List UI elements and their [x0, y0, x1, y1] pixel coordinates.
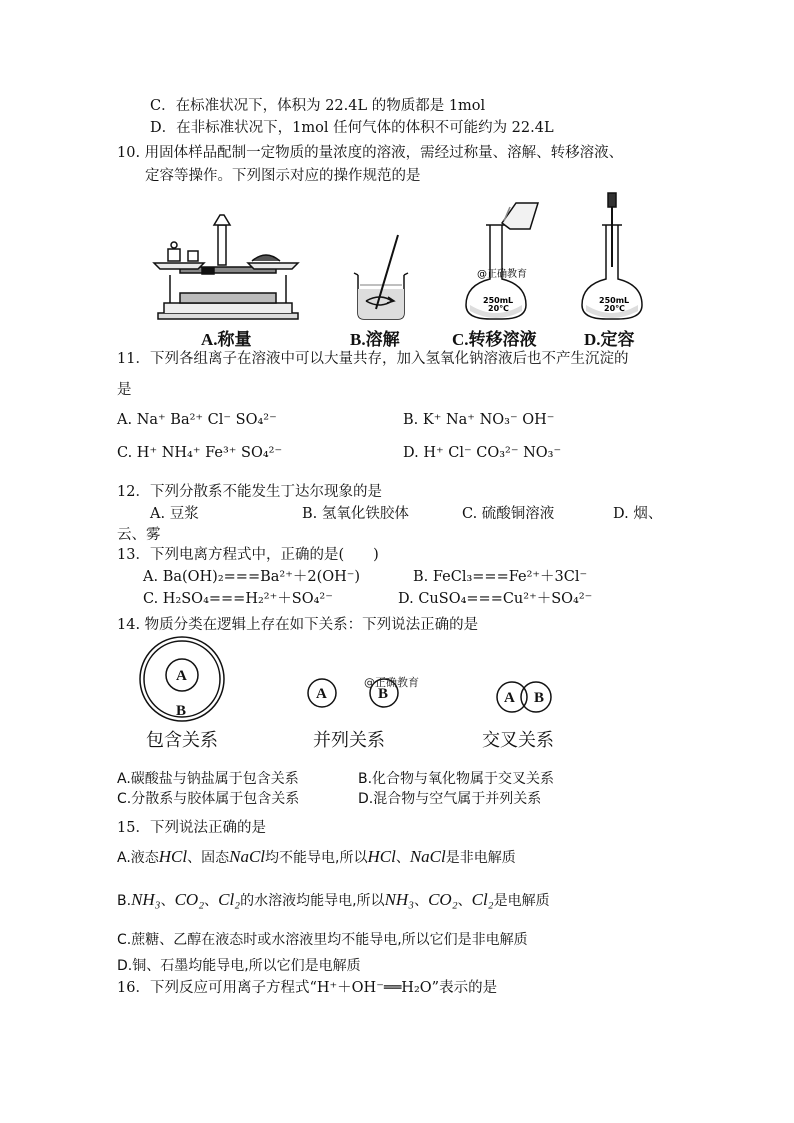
q11-stem-line2: 是 — [117, 382, 132, 398]
q15-a-formula-nacl-2: NaCl — [409, 847, 446, 866]
q15-a-text-4: 、 — [395, 850, 410, 866]
contain-label-a: A — [176, 668, 187, 684]
q15-stem: 15．下列说法正确的是 — [117, 820, 266, 836]
q11-option-d: D. H⁺ Cl⁻ CO₃²⁻ NO₃⁻ — [403, 445, 562, 461]
q12-option-d: D. 烟、 — [613, 506, 663, 522]
q10-caption-a: A.称量 — [201, 330, 252, 349]
q10-caption-c: C.转移溶液 — [452, 330, 537, 349]
q13-option-a: A. Ba(OH)₂===Ba²⁺＋2(OH⁻) — [143, 569, 361, 585]
q15-a-formula-hcl: HCl — [158, 847, 188, 866]
q10-caption-d: D.定容 — [584, 330, 635, 349]
parallel-label-a: A — [316, 686, 327, 702]
q15-b-formula-nh3: NH₃ — [131, 890, 161, 909]
define-flask-volume: 250mL — [599, 296, 630, 305]
q15-b-text-7: 是电解质 — [493, 893, 550, 909]
q14-label-cross: 交叉关系 — [482, 730, 554, 751]
q11-option-c: C. H⁺ NH₄⁺ Fe³⁺ SO₄²⁻ — [117, 445, 283, 461]
q15-a-formula-hcl-2: HCl — [367, 847, 396, 866]
q14-watermark: @正确教育 — [364, 676, 419, 689]
q15-a-text-1: A.液态 — [117, 850, 159, 866]
q15-b-text-1: B. — [117, 893, 132, 909]
transfer-flask-volume: 250mL — [483, 296, 514, 305]
q15-a-formula-nacl: NaCl — [229, 847, 266, 866]
q15-b-formula-co2-2: CO₂ — [428, 890, 458, 909]
q12-option-a: A. 豆浆 — [150, 506, 199, 522]
q10-lab-figures — [140, 185, 660, 325]
q11-option-a: A. Na⁺ Ba²⁺ Cl⁻ SO₄²⁻ — [117, 412, 277, 428]
q13-stem: 13．下列电离方程式中，正确的是( ) — [117, 547, 379, 563]
q15-a-text-5: 是非电解质 — [445, 850, 516, 866]
cross-label-b: B — [534, 690, 545, 706]
q12-option-b: B. 氢氧化铁胶体 — [302, 506, 409, 522]
transfer-watermark: @正确教育 — [477, 269, 527, 280]
q15-b-text-2: 、 — [160, 893, 175, 909]
q15-a-text-2: 、固态 — [187, 850, 230, 866]
q13-option-c: C. H₂SO₄===H₂²⁺＋SO₄²⁻ — [143, 591, 333, 607]
parallel-label-b: B — [378, 686, 389, 702]
q11-option-b: B. K⁺ Na⁺ NO₃⁻ OH⁻ — [403, 412, 555, 428]
q14-venn-diagrams — [130, 635, 570, 725]
contain-label-b: B — [176, 703, 187, 719]
q15-option-c: C.蔗糖、乙醇在液态时或水溶液里均不能导电,所以它们是非电解质 — [117, 932, 528, 948]
q14-label-parallel: 并列关系 — [313, 730, 385, 751]
q10-stem-line1: 10. 用固体样品配制一定物质的量浓度的溶液，需经过称量、溶解、转移溶液、 — [117, 145, 624, 161]
q15-option-a — [117, 847, 516, 868]
q12-stem: 12．下列分散系不能发生丁达尔现象的是 — [117, 484, 382, 500]
q15-b-formula-co2: CO₂ — [174, 890, 205, 909]
q13-option-d: D. CuSO₄===Cu²⁺＋SO₄²⁻ — [398, 591, 593, 607]
q14-label-contain: 包含关系 — [146, 730, 218, 751]
define-flask-temp: 20℃ — [604, 304, 625, 313]
balance-figure — [154, 215, 298, 319]
q14-option-c: C.分散系与胶体属于包含关系 — [117, 791, 300, 807]
q15-b-text-5: 、 — [414, 893, 429, 909]
q16-stem: 16．下列反应可用离子方程式“H⁺＋OH⁻══H₂O”表示的是 — [117, 980, 498, 996]
q15-b-text-6: 、 — [457, 893, 472, 909]
cross-label-a: A — [504, 690, 515, 706]
q14-option-d: D.混合物与空气属于并列关系 — [358, 791, 542, 807]
q15-option-b — [117, 890, 550, 911]
q15-option-d: D.铜、石墨均能导电,所以它们是电解质 — [117, 958, 361, 974]
q14-option-a: A.碳酸盐与钠盐属于包含关系 — [117, 771, 299, 787]
q10-caption-b: B.溶解 — [350, 330, 400, 349]
q9-option-d: D．在非标准状况下，1mol 任何气体的体积不可能约为 22.4L — [150, 120, 554, 136]
q14-option-b: B.化合物与氧化物属于交叉关系 — [358, 771, 555, 787]
q13-option-b: B. FeCl₃===Fe²⁺＋3Cl⁻ — [413, 569, 588, 585]
q9-option-c: C．在标准状况下，体积为 22.4L 的物质都是 1mol — [150, 98, 486, 114]
q15-b-text-3: 、 — [204, 893, 219, 909]
q15-b-text-4: 的水溶液均能导电,所以 — [240, 893, 385, 909]
q10-stem-line2: 定容等操作。下列图示对应的操作规范的是 — [145, 168, 421, 184]
q15-b-formula-cl2-2: Cl₂ — [471, 890, 494, 909]
beaker-figure — [354, 235, 408, 319]
transfer-flask-temp: 20℃ — [488, 304, 509, 313]
q14-stem: 14. 物质分类在逻辑上存在如下关系：下列说法正确的是 — [117, 617, 479, 633]
q11-stem-line1: 11．下列各组离子在溶液中可以大量共存，加入氢氧化钠溶液后也不产生沉淀的 — [117, 351, 629, 367]
q15-b-formula-cl2: Cl₂ — [218, 890, 241, 909]
q15-b-formula-nh3-2: NH₃ — [384, 890, 415, 909]
q12-option-d-cont: 云、雾 — [117, 527, 161, 543]
q15-a-text-3: 均不能导电,所以 — [265, 850, 368, 866]
q12-option-c: C. 硫酸铜溶液 — [462, 506, 555, 522]
